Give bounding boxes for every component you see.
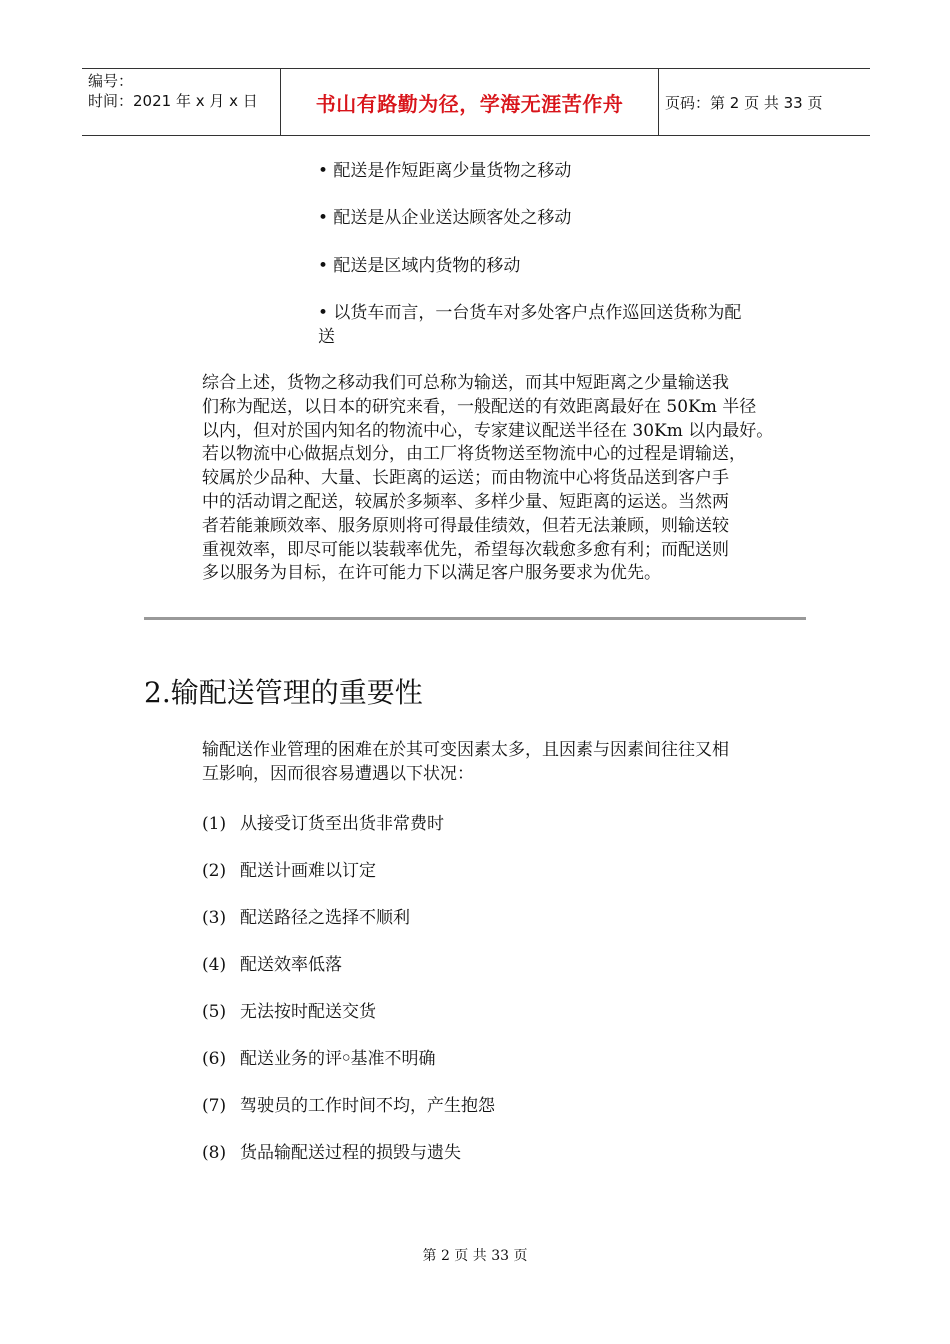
document-time-label: 时间：2021 年 x 月 x 日 <box>88 92 258 110</box>
list-item <box>202 1094 495 1118</box>
list-item-text: 无法按时配送交货 <box>240 1002 376 1022</box>
list-item-text: 从接受订货至出货非常费时 <box>240 814 444 834</box>
paragraph-line: 们称为配送，以日本的研究来看，一般配送的有效距离最好在 50Km 半径 <box>202 396 757 417</box>
bullet-item-continuation: 送 <box>318 327 335 347</box>
paragraph-line: 中的活动谓之配送，较属於多频率、多样少量、短距离的运送。当然两 <box>202 491 729 512</box>
list-item <box>202 906 410 930</box>
list-item-text: 驾驶员的工作时间不均，产生抱怨 <box>240 1096 495 1116</box>
list-item-number: (1) <box>202 814 227 834</box>
list-item <box>202 812 444 836</box>
list-item <box>202 1047 436 1071</box>
list-item-text: 配送路径之选择不顺利 <box>240 908 410 928</box>
list-item-text: 配送业务的评￮基准不明确 <box>240 1049 436 1069</box>
list-item-number: (2) <box>202 861 227 881</box>
paragraph-line: 较属於少品种、大量、长距离的运送；而由物流中心将货品送到客户手 <box>202 468 729 489</box>
paragraph-line: 者若能兼顾效率、服务原则将可得最佳绩效，但若无法兼顾，则输送较 <box>202 515 729 536</box>
list-item-text: 配送效率低落 <box>240 955 342 975</box>
list-item-text: 配送计画难以订定 <box>240 861 376 881</box>
list-item-number: (6) <box>202 1049 227 1069</box>
list-item-text: 货品输配送过程的损毁与遗失 <box>240 1143 461 1163</box>
section-title: 2.输配送管理的重要性 <box>144 676 423 709</box>
list-item-number: (4) <box>202 955 227 975</box>
list-item <box>202 1141 461 1165</box>
summary-paragraph <box>202 372 802 586</box>
list-item-number: (8) <box>202 1143 227 1163</box>
header-page-number: 页码：第 2 页 共 33 页 <box>665 93 823 112</box>
list-item-number: (3) <box>202 908 227 928</box>
page-header <box>82 68 870 136</box>
paragraph-line: 多以服务为目标，在许可能力下以满足客户服务要求为优先。 <box>202 563 661 584</box>
section-intro <box>202 739 802 787</box>
page-footer: 第 2 页 共 33 页 <box>422 1248 528 1264</box>
list-item-number: (5) <box>202 1002 227 1022</box>
paragraph-line: 重视效率，即尽可能以装载率优先，希望每次载愈多愈有利；而配送则 <box>202 539 729 560</box>
paragraph-line: 综合上述，货物之移动我们可总称为输送，而其中短距离之少量输送我 <box>202 373 729 393</box>
paragraph-line: 互影响，因而很容易遭遇以下状况： <box>202 763 474 784</box>
paragraph-line: 以内，但对於国内知名的物流中心，专家建议配送半径在 30Km 以内最好。 <box>202 420 774 441</box>
bullet-item: • 以货车而言，一台货车对多处客户点作巡回送货称为配 <box>318 303 742 323</box>
bullet-item: • 配送是作短距离少量货物之移动 <box>318 161 572 181</box>
list-item <box>202 1000 376 1024</box>
document-number-label: 编号： <box>88 72 134 90</box>
paragraph-line: 输配送作业管理的困难在於其可变因素太多，且因素与因素间往往又相 <box>202 740 729 760</box>
bullet-item: • 配送是从企业送达顾客处之移动 <box>318 208 572 228</box>
list-item <box>202 953 342 977</box>
section-divider <box>144 617 806 620</box>
list-item-number: (7) <box>202 1096 227 1116</box>
paragraph-line: 若以物流中心做据点划分，由工厂将货物送至物流中心的过程是谓输送， <box>202 444 746 465</box>
header-motto: 书山有路勤为径，学海无涯苦作舟 <box>281 69 659 135</box>
header-meta <box>82 69 281 135</box>
bullet-item: • 配送是区域内货物的移动 <box>318 256 521 276</box>
list-item <box>202 859 376 883</box>
